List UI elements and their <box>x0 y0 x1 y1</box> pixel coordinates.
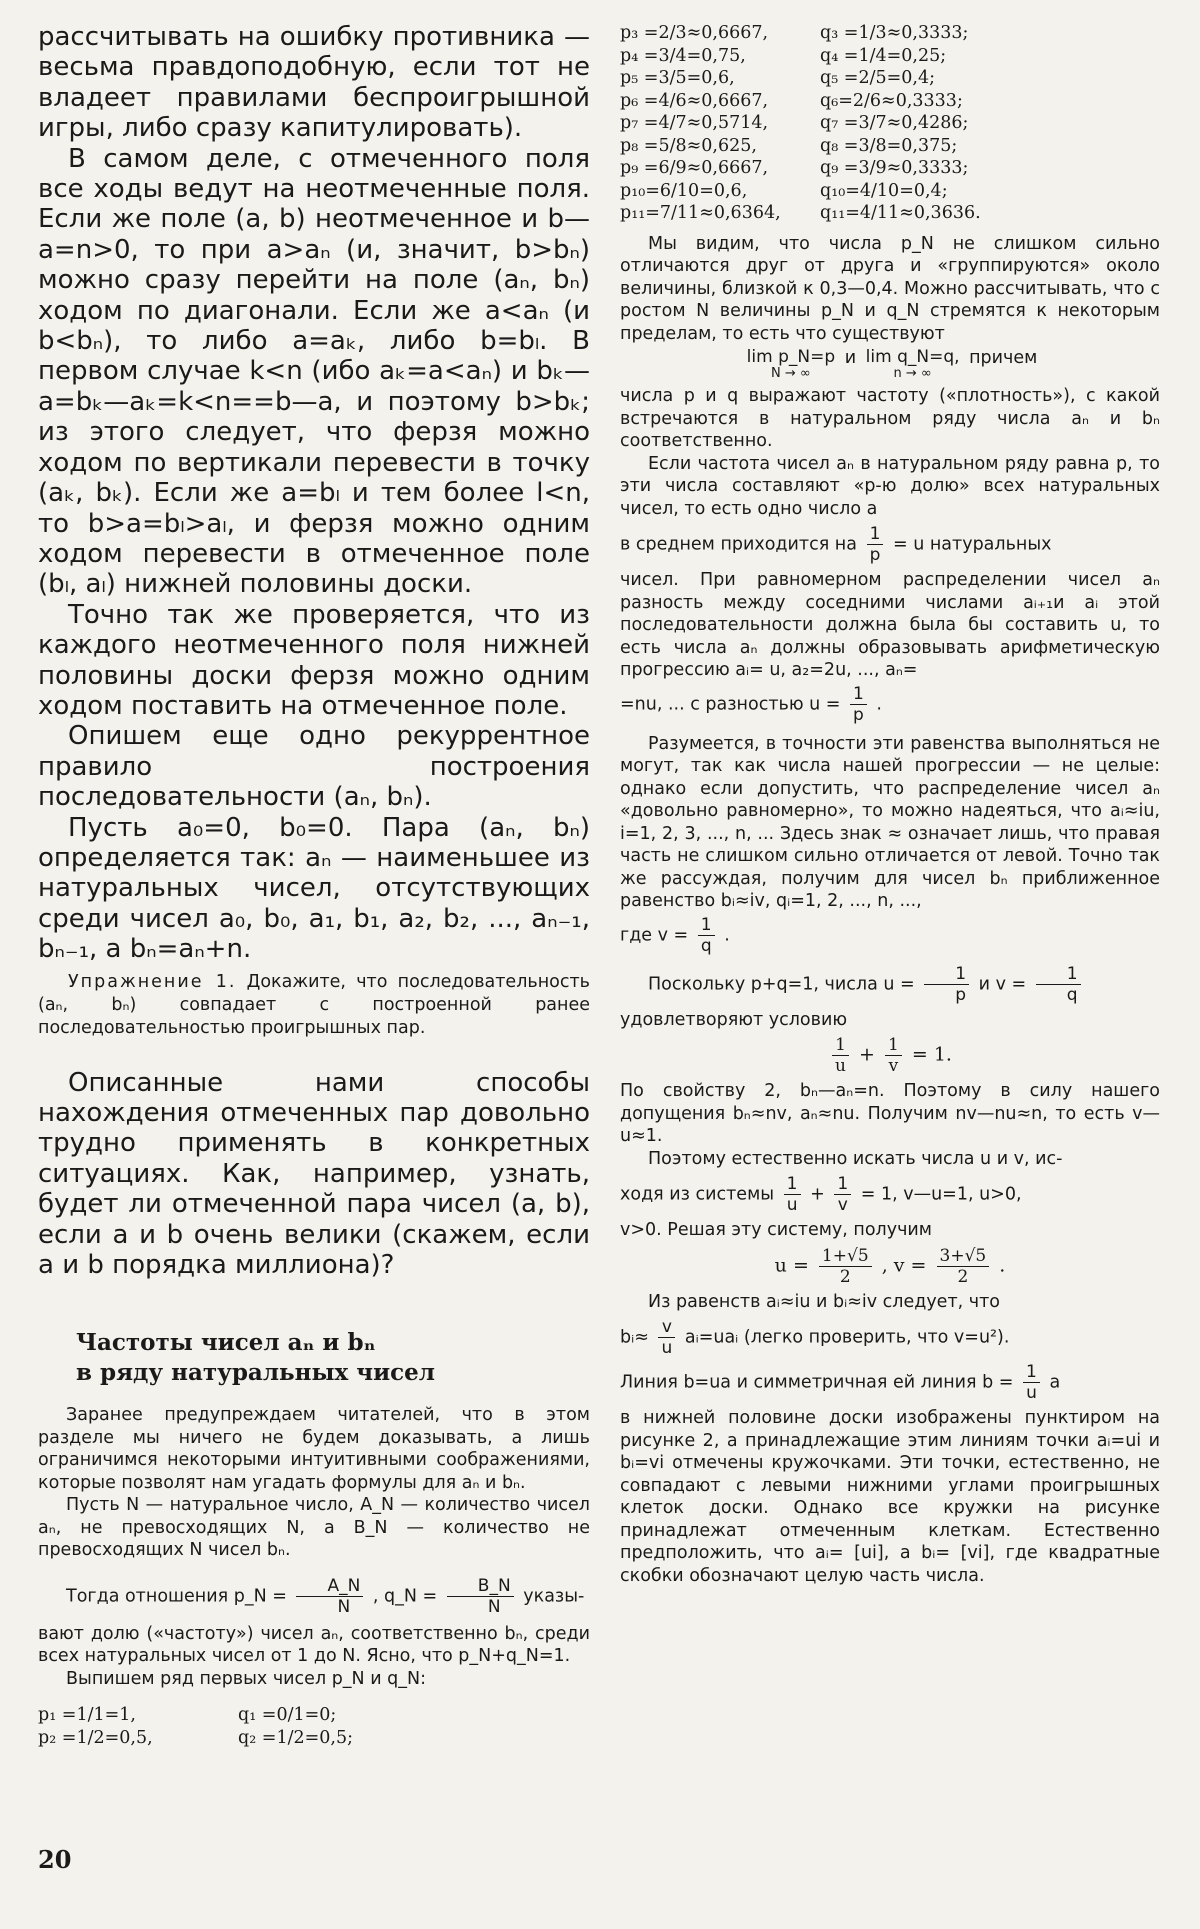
fraction: $\frac{B\_N}{N}$ <box>447 1576 514 1617</box>
fraction: $\frac{A\_N}{N}$ <box>296 1576 363 1617</box>
pair-p: p₄ =3/4=0,75, <box>620 45 746 66</box>
paragraph: числа p и q выражают частоту («плотность»), с какой встречаются в натуральном ряду числа aₙ и bₙ соответственно. <box>620 386 1160 451</box>
paragraph: Точно так же проверяется, что из каждого неотмеченного поля нижней половины доски ферзя можно одним ходом поставить на отмеченное поле. <box>38 599 590 721</box>
left-column <box>38 22 590 1757</box>
formula-line: Поскольку p+q=1, числа u = $\frac{1}{p}$ и v = $\frac{1}{q}$ <box>620 964 1160 1005</box>
exercise-text: Докажите, что последовательность (aₙ, bₙ) совпадает с построенной ранее последовательностью проигрышных пар. <box>38 971 590 1038</box>
limit: lim p_N=p N → ∞ <box>746 347 836 381</box>
paragraph: По свойству 2, bₙ—aₙ=n. Поэтому в силу нашего допущения bₙ≈nv, aₙ≈nu. Получим nv—nu≈n, то есть v—u≈1. <box>620 1081 1160 1146</box>
formula-line: в среднем приходится на $\frac{1}{p}$ = u натуральных <box>620 524 1052 565</box>
pair-p: p₈ =5/8≈0,625, <box>620 135 757 156</box>
pair-p: p₆ =4/6≈0,6667, <box>620 90 769 111</box>
equation: $\frac{1}{u}$ + $\frac{1}{v}$ = 1. <box>620 1035 1160 1076</box>
paragraph: Заранее предупреждаем читателей, что в этом разделе мы ничего не будем доказывать, а лишь ограничимся некоторыми интуитивными соображениями, которые позволят нам угадать формулы для aₙ и bₙ. <box>38 1405 590 1493</box>
limit: lim q_N=q, n → ∞ <box>865 347 960 381</box>
pair-q: q₅ =2/5=0,4; <box>820 68 935 88</box>
formula-line: bᵢ≈ $\frac{v}{u}$ aᵢ=uaᵢ (легко проверить, что v=u²). <box>620 1317 1010 1358</box>
fraction: $\frac{1}{v}$ <box>834 1174 851 1215</box>
paragraph: Пусть N — натуральное число, A_N — количество чисел aₙ, не превосходящих N, а B_N — количество не превосходящих N чисел bₙ. <box>38 1495 590 1561</box>
fraction: $\frac{1}{u}$ <box>832 1035 849 1076</box>
formula-line: ходя из системы $\frac{1}{u}$ + $\frac{1}{v}$ = 1, v—u=1, u>0, <box>620 1174 1022 1215</box>
pair-q: q₂ =1/2=0,5; <box>238 1727 353 1748</box>
exercise <box>38 971 590 1040</box>
pair-q: q₁₁=4/11≈0,3636. <box>820 203 981 223</box>
paragraph: v>0. Решая эту систему, получим <box>620 1220 933 1240</box>
exercise-label: Упражнение 1. <box>68 971 237 992</box>
paragraph: удовлетворяют условию <box>620 1009 848 1030</box>
equation: u = $\frac{1+√5}{2}$ , v = $\frac{3+√5}{2}$ . <box>774 1245 1006 1287</box>
paragraph: чисел. При равномерном распределении чисел aₙ разность между соседними числами aᵢ₊₁и aᵢ этой последовательности должна была бы составить u, то есть числа aₙ должны образовывать арифметическую прогрессию aᵢ= u, a₂=2u, ..., aₙ= <box>620 570 1160 680</box>
pairs-list <box>38 1704 590 1749</box>
fraction: $\frac{v}{u}$ <box>658 1317 675 1358</box>
paragraph: Пусть a₀=0, b₀=0. Пара (aₙ, bₙ) определяется так: aₙ — наименьшее из натуральных чисел, отсутствующих среди чисел a₀, b₀, a₁, b₁, a₂, b₂, ..., aₙ₋₁, bₙ₋₁, а bₙ=aₙ+n. <box>38 812 590 965</box>
paragraph: Поэтому естественно искать числа u и v, ис- <box>648 1148 1063 1169</box>
fraction: $\frac{1+√5}{2}$ <box>819 1246 872 1287</box>
pair-q: q₆=2/6≈0,3333; <box>820 90 963 111</box>
pair-q: q₁ =0/1=0; <box>238 1705 337 1726</box>
paragraph: рассчитывать на ошибку противника — весьма правдоподобную, если тот не владеет правилами беспроигрышной игры, либо сразу капитулировать). <box>38 22 590 144</box>
fraction: $\frac{1}{q}$ <box>1036 964 1081 1005</box>
pair-q: q₄ =1/4=0,25; <box>820 45 947 66</box>
pair-p: p₇ =4/7≈0,5714, <box>620 113 769 133</box>
fraction: $\frac{1}{u}$ <box>784 1174 801 1215</box>
fraction: $\frac{1}{u}$ <box>1023 1362 1040 1403</box>
paragraph: Описанные нами способы нахождения отмеченных пар довольно трудно применять в конкретных ситуациях. Как, например, узнать, будет ли отмеченной пара чисел (a, b), если a и b очень велики (скажем, если a и b порядка миллиона)? <box>38 1067 590 1281</box>
paragraph: в нижней половине доски изображены пунктиром на рисунке 2, а принадлежащие этим линиям точки aᵢ=ui и bᵢ=vi отмечены кружочками. Эти точки, естественно, не совпадают с левыми нижними углами проигрышных клеток доски. Однако все кружки на рисунке принадлежат отмеченным клеткам. Естественно предположить, что aᵢ= [ui], а bᵢ= [vi], где квадратные скобки обозначают целую часть числа. <box>620 1408 1160 1586</box>
fraction: $\frac{1}{p}$ <box>850 684 867 725</box>
pair-p: p₂ =1/2=0,5, <box>38 1727 153 1748</box>
fraction: $\frac{3+√5}{2}$ <box>937 1246 990 1287</box>
paragraph: вают долю («частоту») чисел aₙ, соответственно bₙ, среди всех натуральных чисел от 1 до N. Ясно, что p_N+q_N=1. <box>38 1623 590 1667</box>
pair-q: q₃ =1/3≈0,3333; <box>820 23 969 43</box>
fraction: $\frac{1}{v}$ <box>885 1035 902 1076</box>
section-heading: Частоты чисел aₙ и bₙ в ряду натуральных чисел <box>76 1329 436 1387</box>
formula-line: Тогда отношения p_N = $\frac{A\_N}{N}$ , q_N = $\frac{B\_N}{N}$ указы- <box>66 1575 585 1617</box>
pair-p: p₁₀=6/10=0,6, <box>620 180 748 201</box>
pair-q: q₁₀=4/10=0,4; <box>820 180 948 201</box>
paragraph: Опишем еще одно рекуррентное правило построения последовательности (aₙ, bₙ). <box>38 721 590 813</box>
paragraph: Разумеется, в точности эти равенства выполняться не могут, так как числа нашей прогрессии — не целые: однако если допустить, что распределение чисел aₙ «довольно равномерно», то можно надеяться, что aᵢ≈iu, i=1, 2, 3, ..., n, ... Здесь знак ≈ означает лишь, что правая часть не слишком сильно отличается от левой. Точно так же рассуждая, получим для чисел bₙ приближенное равенство bᵢ≈iv, qᵢ=1, 2, ..., n, ..., <box>620 733 1160 911</box>
pair-p: p₅ =3/5=0,6, <box>620 68 735 88</box>
pairs-list <box>620 22 1160 225</box>
pair-q: q₈ =3/8=0,375; <box>820 135 958 156</box>
pair-p: p₉ =6/9≈0,6667, <box>620 158 769 178</box>
paragraph: В самом деле, с отмеченного поля все ходы ведут на неотмеченные поля. Если же поле (a, b) неотмеченное и b—a=n>0, то при a>aₙ (и, значит, b>bₙ) можно сразу перейти на поле (aₙ, bₙ) ходом по диагонали. Если же a<aₙ (и b<bₙ), то либо a=aₖ, либо b=bₗ. В первом случае k<n (ибо aₖ=a<aₙ) и bₖ—a=bₖ—aₖ=k<n==b—a, и поэтому b>bₖ; из этого следует, что ферзя можно ходом по вертикали перевести в точку (aₖ, bₖ). Если же a=bₗ и тем более l<n, то b>a=bₗ>aₗ, и ферзя можно одним ходом перевести в отмеченное поле (bₗ, aₗ) нижней половины доски. <box>38 143 590 600</box>
pair-q: q₇ =3/7≈0,4286; <box>820 113 969 133</box>
fraction: $\frac{1}{q}$ <box>698 915 715 956</box>
fraction: $\frac{1}{p}$ <box>924 964 969 1005</box>
formula-line: Линия b=ua и симметричная ей линия b = $\frac{1}{u}$ a <box>620 1362 1061 1403</box>
fraction: $\frac{1}{p}$ <box>867 524 884 565</box>
right-column <box>620 22 1160 1587</box>
formula-line: lim p_N=p N → ∞ и lim q_N=q, n → ∞ причем <box>746 347 1038 381</box>
pair-p: p₁ =1/1=1, <box>38 1705 136 1726</box>
formula-line: =nu, ... с разностью u = $\frac{1}{p}$ . <box>620 683 882 725</box>
pair-q: q₉ =3/9≈0,3333; <box>820 158 969 178</box>
paragraph: Из равенств aᵢ≈iu и bᵢ≈iv следует, что <box>648 1291 1001 1312</box>
paragraph: Выпишем ряд первых чисел p_N и q_N: <box>66 1668 426 1689</box>
pair-p: p₁₁=7/11≈0,6364, <box>620 203 781 223</box>
paragraph: Мы видим, что числа p_N не слишком сильно отличаются друг от друга и «группируются» около величины, близкой к 0,3—0,4. Можно рассчитывать, что с ростом N величины p_N и q_N стремятся к некоторым пределам, то есть что существуют <box>620 233 1160 344</box>
pair-p: p₃ =2/3≈0,6667, <box>620 23 769 43</box>
paragraph: Если частота чисел aₙ в натуральном ряду равна p, то эти числа составляют «p-ю долю» всех натуральных чисел, то есть одно число a <box>620 453 1160 519</box>
formula-line: где v = $\frac{1}{q}$ . <box>620 914 730 956</box>
page-number: 20 <box>38 1845 72 1874</box>
